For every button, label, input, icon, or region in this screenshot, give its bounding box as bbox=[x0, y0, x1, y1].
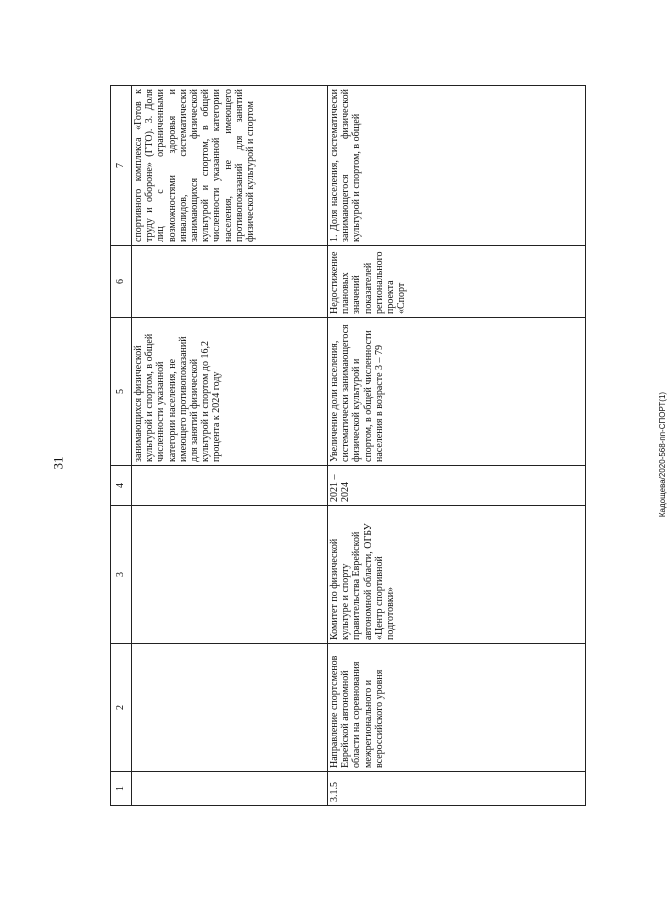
header-cell-3: 3 bbox=[111, 506, 132, 644]
table-row bbox=[328, 86, 586, 806]
measures-table bbox=[110, 85, 586, 806]
cell-consequence bbox=[132, 246, 328, 318]
document-footer: Кадощева/2020-568-пп-СПОРТ(1) bbox=[658, 391, 667, 518]
cell-measure: Направление спортсменов Еврейской автономной области на соревнования межрегионального и всероссийского уровня bbox=[328, 644, 586, 772]
header-cell-7: 7 bbox=[111, 86, 132, 246]
rotated-table-container bbox=[110, 86, 586, 806]
header-cell-6: 6 bbox=[111, 246, 132, 318]
cell-executor: Комитет по физической культуре и спорту правительства Еврейской автономной области, ОГБУ «Центр спортивной подготовки» bbox=[328, 506, 586, 644]
table-row bbox=[132, 86, 328, 806]
cell-measure bbox=[132, 644, 328, 772]
cell-indicator: 1. Доля населения, систематически занимающегося физической культурой и спортом, в общей bbox=[328, 86, 586, 246]
cell-consequence: Недостижение плановых значений показателей регионального проекта «Спорт bbox=[328, 246, 586, 318]
header-cell-2: 2 bbox=[111, 644, 132, 772]
cell-number bbox=[132, 772, 328, 806]
cell-indicator: спортивного комплекса «Готов к труду и обороне» (ГТО). 3. Доля лиц с ограниченными возможностями здоровья и инвалидов, систематически занимающихся физической культурой и спортом, в общей численности указанной категории населения, не имеющего противопоказаний для занятий физической культурой и спортом bbox=[132, 86, 328, 246]
cell-number: 3.1.5 bbox=[328, 772, 586, 806]
page-number: 31 bbox=[50, 456, 66, 470]
header-cell-5: 5 bbox=[111, 318, 132, 466]
cell-result: Увеличение доли населения, систематически занимающегося физической культурой и спортом, в общей численности населения в возрасте 3 – 79 bbox=[328, 318, 586, 466]
cell-result: занимающихся физической культурой и спортом, в общей численности указанной категории населения, не имеющего противопоказаний для занятий физической культурой и спортом до 16,2 процента к 2024 году bbox=[132, 318, 328, 466]
header-cell-4: 4 bbox=[111, 466, 132, 506]
cell-executor bbox=[132, 506, 328, 644]
header-cell-1: 1 bbox=[111, 772, 132, 806]
cell-period bbox=[132, 466, 328, 506]
cell-period: 2021 – 2024 bbox=[328, 466, 586, 506]
header-row bbox=[111, 86, 132, 806]
